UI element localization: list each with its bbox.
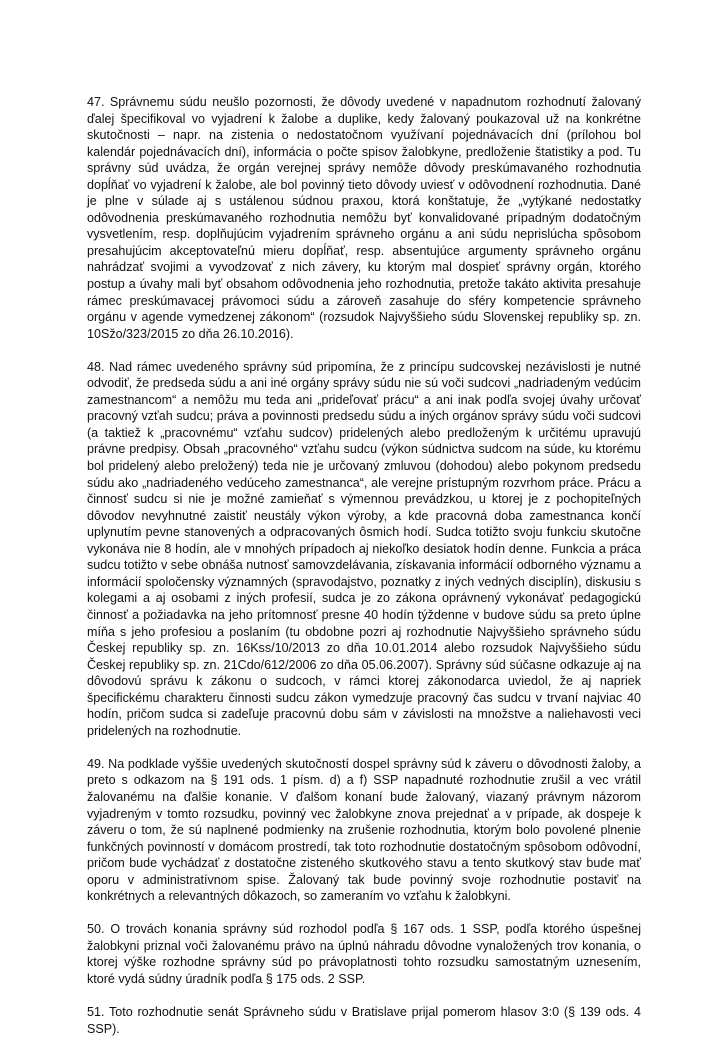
document-page: [87, 94, 641, 1054]
paragraph-48: 48. Nad rámec uvedeného správny súd pripomína, že z princípu sudcovskej nezávislosti je nutné odvodiť, že predseda súdu a ani iné orgány správy súdu nie sú voči sudcovi „nadriadeným vedúcim zamestnancom“ a nemôžu mu teda ani „prideľovať prácu“ a ani inak podľa svojej úvahy určovať pracovný vzťah sudcu; práva a povinnosti predsedu súdu a iných orgánov správy súdu voči sudcovi (a taktiež k „pracovnému“ vzťahu sudcov) pridelených alebo predloženým k určitému upravujú právne predpisy. Obsah „pracovného“ vzťahu sudcu (výkon súdnictva sudcom na súde, ku ktorému bol pridelený alebo preložený) teda nie je určovaný zmluvou (dohodou) alebo pokynom predsedu súdu ako „nadriadeného vedúceho zamestnanca“, ale verejne prístupným rozvrhom práce. Prácu a činnosť sudcu si nie je možné zamieňať s výmennou prevádzkou, u ktorej je z pochopiteľných dôvodov nevyhnutné zaistiť neustály výkon výroby, a kde pracovná doba zamestnanca končí uplynutím pevne stanovených a odpracovaných ôsmich hodí. Sudca totižto svoju funkciu skutočne vykonáva nie 8 hodín, ale v mnohých prípadoch aj niekoľko desiatok hodín denne. Funkcia a práca sudcu totižto v sebe obnáša nutnosť samovzdelávania, získavania informácií odborného významu a informácií spoločensky významných (spravodajstvo, poznatky z iných vedných disciplín), diskusiu s kolegami a aj osobami z iných profesií, sudca je zo zákona oprávnený vykonávať pedagogickú činnosť a požiadavka na jeho prítomnosť presne 40 hodín týždenne v budove súdu sa preto úplne míňa s jeho profesiou a poslaním (tu obdobne pozri aj rozhodnutie Najvyššieho správneho súdu Českej republiky sp. zn. 16Kss/10/2013 zo dňa 10.01.2014 alebo rozsudok Najvyššieho súdu Českej republiky sp. zn. 21Cdo/612/2006 zo dňa 05.06.2007). Správny súd súčasne odkazuje aj na dôvodovú správu k zákonu o sudcoch, v rámci ktorej zákonodarca uviedol, že aj napriek špecifickému charakteru činnosti sudcu zákon vymedzuje pracovný čas sudcu v trvaní najviac 40 hodín, pričom sudca si zadeľuje pracovnú dobu sám v závislosti na množstve a naliehavosti veci pridelených na rozhodnutie.: [87, 359, 641, 738]
paragraph-51: 51. Toto rozhodnutie senát Správneho súdu v Bratislave prijal pomerom hlasov 3:0 (§ 139 ods. 4 SSP).: [87, 1005, 641, 1036]
paragraph-47: 47. Správnemu súdu neušlo pozornosti, že dôvody uvedené v napadnutom rozhodnutí žalovaný ďalej špecifikoval vo vyjadrení k žalobe a duplike, kedy žalovaný poukazoval už na konkrétne skutočnosti – napr. na zistenia o nedostatočnom využívaní pojednávacích dní (prílohou bol kalendár pojednávacích dní), informácia o počte spisov žalobkyne, predloženie štatistiky a pod. Tu správny súd uvádza, že orgán verejnej správy nemôže dôvody preskúmavaného rozhodnutia dopĺňať vo vyjadrení k žalobe, ale bol povinný tieto dôvody uviesť v odôvodnení rozhodnutia. Dané je plne v súlade aj s ustálenou súdnou praxou, ktorá konštatuje, že „vytýkané nedostatky odôvodnenia preskúmavaného rozhodnutia nemôžu byť konvalidované prípadným dodatočným vysvetlením, resp. doplňujúcim vyjadrením správneho orgánu a ani súdu neprislúcha spôsobom presahujúcim akceptovateľnú mieru dopĺňať, resp. absentujúce argumenty správneho orgánu nahrádzať svojimi a vyvodzovať z nich závery, ku ktorým mal dospieť správny orgán, ktorého postup a úvahy mali byť obsahom odôvodnenia jeho rozhodnutia, pretože takáto aktivita presahuje rámec preskúmavacej právomoci súdu a zároveň zasahuje do sféry kompetencie správneho orgánu v agende vymedzenej zákonom“ (rozsudok Najvyššieho súdu Slovenskej republiky sp. zn. 10Sžo/323/2015 zo dňa 26.10.2016).: [87, 95, 641, 341]
paragraph-50: 50. O trovách konania správny súd rozhodol podľa § 167 ods. 1 SSP, podľa ktorého úspešnej žalobkyni priznal voči žalovanému právo na úplnú náhradu dôvodne vynaložených trov konania, o ktorej výške rozhodne správny súd po právoplatnosti tohto rozsudku samostatným uznesením, ktoré vydá súdny úradník podľa § 175 ods. 2 SSP.: [87, 922, 641, 986]
paragraph-49: 49. Na podklade vyššie uvedených skutočností dospel správny súd k záveru o dôvodnosti žaloby, a preto s odkazom na § 191 ods. 1 písm. d) a f) SSP napadnuté rozhodnutie zrušil a vec vrátil žalovanému na ďalšie konanie. V ďalšom konaní bude žalovaný, viazaný právnym názorom vyjadreným v tomto rozsudku, povinný vec žalobkyne znova prejednať a v prípade, ak dospeje k záveru o tom, že sú naplnené podmienky na zrušenie rozhodnutia, ktorým bolo povolené plnenie funkčných povinností v domácom prostredí, tak toto rozhodnutie dostatočným spôsobom odôvodní, pričom bude vychádzať z dostatočne zisteného skutkového stavu a tento skutkový stav bude mať oporu v administratívnom spise. Žalovaný tak bude povinný svoje rozhodnutie postaviť na konkrétnych a relevantných dôkazoch, so zameraním vo vzťahu k žalobkyni.: [87, 756, 641, 904]
